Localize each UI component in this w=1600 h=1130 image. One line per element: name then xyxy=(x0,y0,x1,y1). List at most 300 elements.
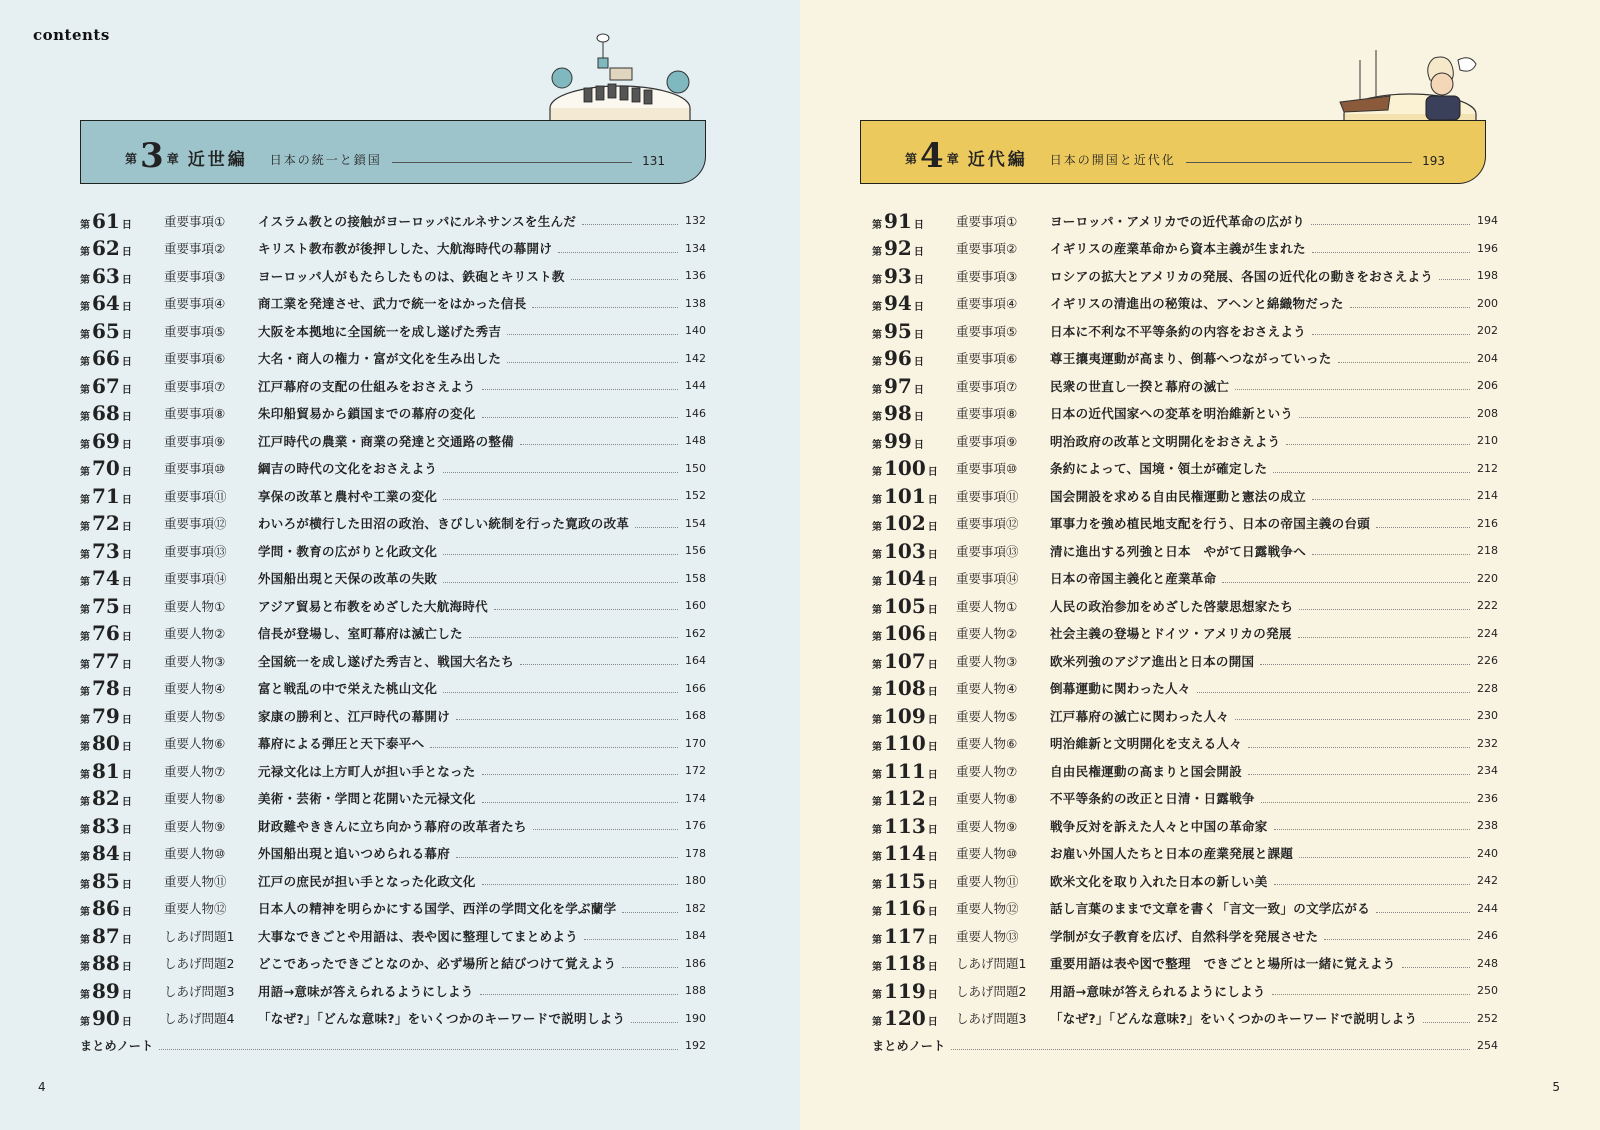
entry-page: 218 xyxy=(1477,544,1498,558)
entry-page: 174 xyxy=(685,791,706,805)
category: しあげ問題3 xyxy=(164,983,235,999)
entry-page: 222 xyxy=(1477,599,1498,613)
toc-list-left xyxy=(80,207,706,1060)
toc-row[interactable] xyxy=(80,345,706,373)
entry-page: 176 xyxy=(685,819,706,833)
day-label: 第 103 日 xyxy=(872,538,938,563)
toc-row[interactable] xyxy=(80,537,706,565)
toc-row[interactable] xyxy=(80,372,706,400)
toc-row[interactable] xyxy=(872,510,1498,538)
category: 重要事項⑥ xyxy=(956,351,1018,367)
entry-title: 社会主義の登場とドイツ・アメリカの発展 xyxy=(1050,626,1292,642)
entry-title: 日本に不利な不平等条約の内容をおさえよう xyxy=(1050,323,1307,339)
day-label: 第 82 日 xyxy=(80,786,132,811)
chapter-number: 4 xyxy=(920,136,944,176)
day-label: 第 96 日 xyxy=(872,346,924,371)
toc-row[interactable] xyxy=(872,345,1498,373)
toc-row[interactable] xyxy=(80,950,706,978)
entry-title: イギリスの産業革命から資本主義が生まれた xyxy=(1050,241,1306,257)
leader-dots xyxy=(482,774,678,775)
day-label: 第 77 日 xyxy=(80,648,132,673)
toc-row[interactable] xyxy=(80,647,706,675)
leader-dots xyxy=(1298,637,1470,638)
entry-title: 信長が登場し、室町幕府は滅亡した xyxy=(258,626,463,642)
entry-title: 民衆の世直し一揆と幕府の滅亡 xyxy=(1050,378,1230,394)
entry-title: 綱吉の時代の文化をおさえよう xyxy=(258,461,438,477)
chapter-era: 近世編 xyxy=(187,150,248,170)
chapter-prefix: 第 xyxy=(125,152,138,166)
toc-row[interactable] xyxy=(872,207,1498,235)
day-label: 第 86 日 xyxy=(80,896,132,921)
toc-row[interactable] xyxy=(872,867,1498,895)
entry-title: 財政難やききんに立ち向かう幕府の改革者たち xyxy=(258,818,527,834)
day-label: 第 61 日 xyxy=(80,208,132,233)
leader-dots xyxy=(1324,939,1470,940)
leader-dots xyxy=(507,334,678,335)
toc-row[interactable] xyxy=(872,262,1498,290)
toc-row[interactable] xyxy=(872,235,1498,263)
entry-page: 142 xyxy=(685,351,706,365)
leader-dots xyxy=(1235,389,1470,390)
category: 重要人物⑨ xyxy=(956,818,1018,834)
day-label: 第 114 日 xyxy=(872,841,938,866)
toc-row[interactable] xyxy=(80,510,706,538)
toc-row[interactable] xyxy=(80,207,706,235)
entry-title: 元禄文化は上方町人が担い手となった xyxy=(258,763,476,779)
day-label: 第 102 日 xyxy=(872,511,938,536)
leader-dots xyxy=(469,637,678,638)
entry-title: 朱印船貿易から鎖国までの幕府の変化 xyxy=(258,406,476,422)
category: 重要事項⑬ xyxy=(956,543,1019,559)
toc-row[interactable] xyxy=(872,647,1498,675)
day-label: 第 108 日 xyxy=(872,676,938,701)
entry-page: 198 xyxy=(1477,269,1498,283)
leader-dots xyxy=(1350,307,1470,308)
category: 重要人物⑫ xyxy=(164,901,227,917)
leader-dots xyxy=(1338,362,1470,363)
leader-dots xyxy=(1272,994,1470,995)
toc-row[interactable] xyxy=(80,675,706,703)
chapter-era: 近代編 xyxy=(967,150,1028,170)
leader-dots xyxy=(443,472,678,473)
category: 重要事項⑨ xyxy=(164,433,226,449)
entry-title: 人民の政治参加をめざした啓蒙思想家たち xyxy=(1050,598,1294,614)
category: 重要人物⑬ xyxy=(956,928,1019,944)
category: 重要事項⑭ xyxy=(956,571,1019,587)
entry-page: 182 xyxy=(685,901,706,915)
day-label: 第 89 日 xyxy=(80,978,132,1003)
day-label: 第 90 日 xyxy=(80,1006,132,1031)
day-label: 第 66 日 xyxy=(80,346,132,371)
category: 重要人物③ xyxy=(164,653,226,669)
entry-title: ヨーロッパ・アメリカでの近代革命の広がり xyxy=(1050,213,1305,229)
category: 重要事項⑩ xyxy=(164,461,226,477)
day-label: 第 100 日 xyxy=(872,456,938,481)
toc-row[interactable] xyxy=(872,922,1498,950)
category: 重要人物⑫ xyxy=(956,901,1019,917)
day-label: 第 106 日 xyxy=(872,621,938,646)
toc-row[interactable] xyxy=(80,592,706,620)
entry-page: 190 xyxy=(685,1011,706,1025)
entry-page: 180 xyxy=(685,874,706,888)
category: 重要人物③ xyxy=(956,653,1018,669)
toc-row[interactable] xyxy=(80,235,706,263)
toc-row[interactable] xyxy=(872,372,1498,400)
toc-row[interactable] xyxy=(80,1005,706,1033)
chapter-page: 193 xyxy=(1422,154,1445,168)
day-label: 第 75 日 xyxy=(80,593,132,618)
chapter-4-banner xyxy=(860,120,1486,184)
toc-row[interactable] xyxy=(872,730,1498,758)
day-label: 第 74 日 xyxy=(80,566,132,591)
category: 重要人物⑩ xyxy=(164,846,226,862)
day-label: 第 94 日 xyxy=(872,291,924,316)
day-label: 第 87 日 xyxy=(80,923,132,948)
leader-dots xyxy=(507,362,678,363)
day-label: 第 118 日 xyxy=(872,951,938,976)
day-label: 第 67 日 xyxy=(80,373,132,398)
toc-row[interactable] xyxy=(872,840,1498,868)
leader-dots xyxy=(482,417,678,418)
entry-page: 144 xyxy=(685,379,706,393)
toc-row[interactable] xyxy=(80,702,706,730)
category: 重要事項⑧ xyxy=(164,406,226,422)
toc-row[interactable] xyxy=(872,977,1498,1005)
entry-title: わいろが横行した田沼の政治、きびしい統制を行った寛政の改革 xyxy=(258,516,630,532)
leader-dots xyxy=(520,664,678,665)
day-label: 第 98 日 xyxy=(872,401,924,426)
entry-title: 富と戦乱の中で栄えた桃山文化 xyxy=(258,681,438,697)
category: 重要人物⑥ xyxy=(164,736,226,752)
toc-row[interactable] xyxy=(80,400,706,428)
category: 重要事項① xyxy=(956,213,1018,229)
category: 重要事項⑪ xyxy=(164,488,227,504)
day-label: 第 107 日 xyxy=(872,648,938,673)
entry-page: 250 xyxy=(1477,984,1498,998)
category: 重要人物⑨ xyxy=(164,818,226,834)
day-label: 第 65 日 xyxy=(80,318,132,343)
toc-row[interactable] xyxy=(872,950,1498,978)
day-label: 第 76 日 xyxy=(80,621,132,646)
toc-row[interactable] xyxy=(80,812,706,840)
entry-page: 224 xyxy=(1477,626,1498,640)
entry-title: 自由民権運動の高まりと国会開設 xyxy=(1050,763,1243,779)
category: 重要人物② xyxy=(164,626,226,642)
entry-title: 国会開設を求める自由民権運動と憲法の成立 xyxy=(1050,488,1307,504)
entry-title: 全国統一を成し遂げた秀吉と、戦国大名たち xyxy=(258,653,515,669)
entry-page: 188 xyxy=(685,984,706,998)
day-label: 第 69 日 xyxy=(80,428,132,453)
toc-row[interactable] xyxy=(872,400,1498,428)
leader-dots xyxy=(482,884,678,885)
entry-page: 196 xyxy=(1477,241,1498,255)
toc-row[interactable] xyxy=(80,840,706,868)
entry-title: 「なぜ?」「どんな意味?」をいくつかのキーワードで説明しよう xyxy=(1050,1011,1418,1027)
day-label: 第 105 日 xyxy=(872,593,938,618)
toc-row[interactable] xyxy=(872,620,1498,648)
toc-row[interactable] xyxy=(80,427,706,455)
category: しあげ問題1 xyxy=(164,928,235,944)
day-label: 第 73 日 xyxy=(80,538,132,563)
toc-row[interactable] xyxy=(872,675,1498,703)
category: 重要事項⑦ xyxy=(956,378,1018,394)
entry-page: 246 xyxy=(1477,929,1498,943)
entry-title: 尊王攘夷運動が高まり、倒幕へつながっていった xyxy=(1050,351,1332,367)
category: 重要人物⑩ xyxy=(956,846,1018,862)
day-label: 第 80 日 xyxy=(80,731,132,756)
category: 重要事項④ xyxy=(164,296,226,312)
entry-page: 234 xyxy=(1477,764,1498,778)
chapter-suffix: 章 xyxy=(946,152,959,166)
leader-dots xyxy=(520,444,678,445)
toc-row[interactable] xyxy=(872,757,1498,785)
summary-page: 192 xyxy=(685,1039,706,1053)
entry-title: 江戸の庶民が担い手となった化政文化 xyxy=(258,873,476,889)
category: 重要事項⑩ xyxy=(956,461,1018,477)
entry-page: 226 xyxy=(1477,654,1498,668)
category: 重要事項③ xyxy=(164,268,226,284)
leader-dots xyxy=(494,609,678,610)
entry-title: 倒幕運動に関わった人々 xyxy=(1050,681,1191,697)
category: 重要人物⑪ xyxy=(164,873,227,889)
day-label: 第 71 日 xyxy=(80,483,132,508)
toc-row[interactable] xyxy=(80,867,706,895)
entry-page: 230 xyxy=(1477,709,1498,723)
toc-row[interactable] xyxy=(80,290,706,318)
entry-title: ロシアの拡大とアメリカの発展、各国の近代化の動きをおさえよう xyxy=(1050,268,1434,284)
toc-row[interactable] xyxy=(872,455,1498,483)
leader-dots xyxy=(1274,884,1470,885)
toc-row[interactable] xyxy=(80,455,706,483)
leader-dots xyxy=(1312,334,1470,335)
entry-title: どこであったできごとなのか、必ず場所と結びつけて覚えよう xyxy=(258,956,617,972)
day-label: 第 119 日 xyxy=(872,978,938,1003)
entry-title: ヨーロッパ人がもたらしたものは、鉄砲とキリスト教 xyxy=(258,268,565,284)
entry-page: 154 xyxy=(685,516,706,530)
leader-dots xyxy=(443,582,678,583)
toc-row[interactable] xyxy=(872,702,1498,730)
entry-title: 江戸時代の農業・商業の発達と交通路の整備 xyxy=(258,433,515,449)
leader-dots xyxy=(443,499,678,500)
leader-dots xyxy=(430,747,678,748)
entry-page: 200 xyxy=(1477,296,1498,310)
toc-row[interactable] xyxy=(872,317,1498,345)
category: 重要事項⑭ xyxy=(164,571,227,587)
entry-page: 170 xyxy=(685,736,706,750)
entry-page: 210 xyxy=(1477,434,1498,448)
toc-row[interactable] xyxy=(80,785,706,813)
day-label: 第 91 日 xyxy=(872,208,924,233)
entry-page: 220 xyxy=(1477,571,1498,585)
day-label: 第 88 日 xyxy=(80,951,132,976)
entry-title: 清に進出する列強と日本 やがて日露戦争へ xyxy=(1050,543,1307,559)
entry-title: 不平等条約の改正と日清・日露戦争 xyxy=(1050,791,1255,807)
entry-title: キリスト教布教が後押しした、大航海時代の幕開け xyxy=(258,241,553,257)
chapter-page: 131 xyxy=(642,154,665,168)
toc-row[interactable] xyxy=(872,427,1498,455)
day-label: 第 92 日 xyxy=(872,236,924,261)
entry-title: 大阪を本拠地に全国統一を成し遂げた秀吉 xyxy=(258,323,502,339)
leader-dots xyxy=(1311,224,1470,225)
category: 重要事項② xyxy=(956,241,1018,257)
day-label: 第 115 日 xyxy=(872,868,938,893)
entry-page: 166 xyxy=(685,681,706,695)
toc-row[interactable] xyxy=(872,565,1498,593)
entry-title: 江戸幕府の滅亡に関わった人々 xyxy=(1050,708,1230,724)
entry-title: 商工業を発達させ、武力で統一をはかった信長 xyxy=(258,296,527,312)
toc-row[interactable] xyxy=(80,262,706,290)
toc-row[interactable] xyxy=(80,730,706,758)
entry-title: イスラム教との接触がヨーロッパにルネサンスを生んだ xyxy=(258,213,577,229)
entry-page: 152 xyxy=(685,489,706,503)
toc-row[interactable] xyxy=(80,895,706,923)
category: 重要事項① xyxy=(164,213,226,229)
leader-dots xyxy=(1286,444,1470,445)
category: 重要人物⑦ xyxy=(164,763,226,779)
leader-dots xyxy=(1274,829,1470,830)
leader-dots xyxy=(1299,417,1470,418)
entry-page: 134 xyxy=(685,241,706,255)
leader-dots xyxy=(1273,472,1470,473)
contents-label: contents xyxy=(33,26,110,44)
category: 重要事項② xyxy=(164,241,226,257)
day-label: 第 64 日 xyxy=(80,291,132,316)
chapter-3-banner xyxy=(80,120,706,184)
leader-dots xyxy=(584,939,678,940)
toc-row[interactable] xyxy=(80,922,706,950)
entry-page: 232 xyxy=(1477,736,1498,750)
category: 重要人物② xyxy=(956,626,1018,642)
toc-row[interactable] xyxy=(872,895,1498,923)
day-label: 第 110 日 xyxy=(872,731,938,756)
toc-row[interactable] xyxy=(872,1005,1498,1033)
day-label: 第 116 日 xyxy=(872,896,938,921)
day-label: 第 97 日 xyxy=(872,373,924,398)
entry-title: イギリスの清進出の秘策は、アヘンと綿織物だった xyxy=(1050,296,1344,312)
day-label: 第 68 日 xyxy=(80,401,132,426)
category: 重要人物⑧ xyxy=(956,791,1018,807)
leader-dots xyxy=(582,224,678,225)
toc-row[interactable] xyxy=(872,812,1498,840)
toc-row[interactable] xyxy=(80,620,706,648)
day-label: 第 93 日 xyxy=(872,263,924,288)
category: しあげ問題2 xyxy=(164,956,235,972)
leader-dots xyxy=(1197,692,1470,693)
entry-page: 212 xyxy=(1477,461,1498,475)
entry-page: 132 xyxy=(685,214,706,228)
day-label: 第 72 日 xyxy=(80,511,132,536)
entry-page: 240 xyxy=(1477,846,1498,860)
toc-row[interactable] xyxy=(80,757,706,785)
leader-dots xyxy=(1222,582,1470,583)
entry-page: 248 xyxy=(1477,956,1498,970)
banner-rule xyxy=(392,162,632,163)
leader-dots xyxy=(1248,774,1470,775)
entry-page: 238 xyxy=(1477,819,1498,833)
entry-page: 204 xyxy=(1477,351,1498,365)
toc-row[interactable] xyxy=(80,317,706,345)
entry-page: 138 xyxy=(685,296,706,310)
banner-rule xyxy=(1186,162,1412,163)
entry-title: 「なぜ?」「どんな意味?」をいくつかのキーワードで説明しよう xyxy=(258,1011,626,1027)
category: 重要人物⑤ xyxy=(164,708,226,724)
entry-title: 江戸幕府の支配の仕組みをおさえよう xyxy=(258,378,476,394)
leader-dots xyxy=(482,389,678,390)
summary-note-row[interactable] xyxy=(80,1032,706,1060)
leader-dots xyxy=(558,252,678,253)
leader-dots xyxy=(622,967,678,968)
toc-row[interactable] xyxy=(80,482,706,510)
category: 重要事項⑦ xyxy=(164,378,226,394)
entry-title: 戦争反対を訴えた人々と中国の革命家 xyxy=(1050,818,1268,834)
entry-title: お雇い外国人たちと日本の産業発展と課題 xyxy=(1050,846,1294,862)
chapter-theme: 日本の開国と近代化 xyxy=(1049,153,1176,167)
entry-page: 244 xyxy=(1477,901,1498,915)
category: 重要人物⑪ xyxy=(956,873,1019,889)
summary-page: 254 xyxy=(1477,1039,1498,1053)
leader-dots xyxy=(480,994,678,995)
toc-row[interactable] xyxy=(80,565,706,593)
day-label: 第 104 日 xyxy=(872,566,938,591)
entry-page: 216 xyxy=(1477,516,1498,530)
day-label: 第 79 日 xyxy=(80,703,132,728)
day-label: 第 113 日 xyxy=(872,813,938,838)
chapter-suffix: 章 xyxy=(166,152,179,166)
day-label: 第 85 日 xyxy=(80,868,132,893)
leader-dots xyxy=(1260,664,1470,665)
entry-page: 168 xyxy=(685,709,706,723)
leader-dots xyxy=(1312,499,1470,500)
page-number: 5 xyxy=(1552,1080,1560,1094)
day-label: 第 83 日 xyxy=(80,813,132,838)
toc-row[interactable] xyxy=(80,977,706,1005)
category: 重要人物④ xyxy=(956,681,1018,697)
day-label: 第 109 日 xyxy=(872,703,938,728)
entry-page: 242 xyxy=(1477,874,1498,888)
day-label: 第 111 日 xyxy=(872,758,938,783)
summary-note-row[interactable] xyxy=(872,1032,1498,1060)
toc-row[interactable] xyxy=(872,482,1498,510)
leader-dots xyxy=(159,1049,678,1050)
category: 重要事項⑥ xyxy=(164,351,226,367)
entry-title: 欧米文化を取り入れた日本の新しい美 xyxy=(1050,873,1268,889)
entry-page: 172 xyxy=(685,764,706,778)
category: 重要人物① xyxy=(164,598,226,614)
day-label: 第 117 日 xyxy=(872,923,938,948)
entry-title: 日本人の精神を明らかにする国学、西洋の学問文化を学ぶ蘭学 xyxy=(258,901,617,917)
day-label: 第 84 日 xyxy=(80,841,132,866)
category: しあげ問題2 xyxy=(956,983,1027,999)
toc-row[interactable] xyxy=(872,537,1498,565)
toc-row[interactable] xyxy=(872,785,1498,813)
category: 重要人物① xyxy=(956,598,1018,614)
leader-dots xyxy=(1261,802,1470,803)
entry-page: 164 xyxy=(685,654,706,668)
day-label: 第 101 日 xyxy=(872,483,938,508)
leader-dots xyxy=(1299,857,1470,858)
entry-title: 用語→意味が答えられるようにしよう xyxy=(1050,983,1266,999)
entry-title: 話し言葉のままで文章を書く「言文一致」の文学広がる xyxy=(1050,901,1371,917)
leader-dots xyxy=(482,802,678,803)
category: しあげ問題3 xyxy=(956,1011,1027,1027)
toc-row[interactable] xyxy=(872,592,1498,620)
leader-dots xyxy=(532,307,678,308)
day-label: 第 112 日 xyxy=(872,786,938,811)
leader-dots xyxy=(951,1049,1470,1050)
category: しあげ問題4 xyxy=(164,1011,235,1027)
toc-row[interactable] xyxy=(872,290,1498,318)
leader-dots xyxy=(631,1022,678,1023)
